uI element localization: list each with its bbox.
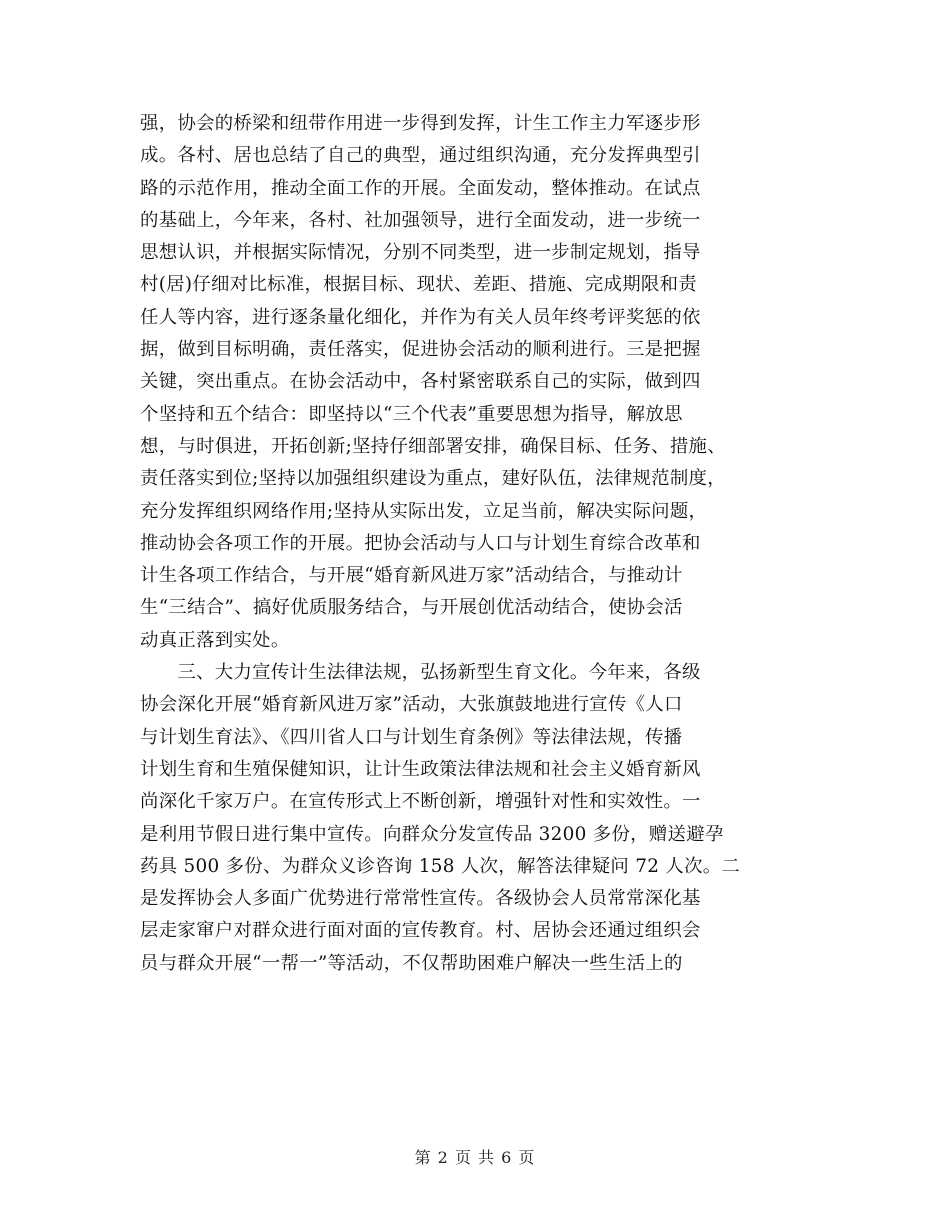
text-line: 是利用节假日进行集中宣传。向群众分发宣传品 3200 多份，赠送避孕 [140,823,724,845]
text-line: 是发挥协会人多面广优势进行常常性宣传。各级协会人员常常深化基 [140,888,701,910]
text-line: 任人等内容，进行逐条量化细化，并作为有关人员年终考评奖惩的依 [140,306,701,328]
text-line: 推动协会各项工作的开展。把协会活动与人口与计划生育综合改革和 [140,532,701,554]
text-line: 计生各项工作结合，与开展“婚育新风进万家”活动结合，与推动计 [140,565,683,587]
text-line: 层走家窜户对群众进行面对面的宣传教育。村、居协会还通过组织会 [140,920,701,942]
text-line: 尚深化千家万户。在宣传形式上不断创新，增强针对性和实效性。一 [140,791,701,813]
text-line: 个坚持和五个结合：即坚持以“三个代表”重要思想为指导，解放思 [140,403,683,425]
text-line: 村(居)仔细对比标准，根据目标、现状、差距、措施、完成期限和责 [140,274,697,296]
text-line: 想，与时俱进，开拓创新;坚持仔细部署安排，确保目标、任务、措施、 [140,435,726,457]
text-line: 计划生育和生殖保健知识，让计生政策法律法规和社会主义婚育新风 [140,758,701,780]
page-footer: 第 2 页 共 6 页 [414,1148,536,1167]
text-line: 据，做到目标明确，责任落实，促进协会活动的顺利进行。三是把握 [140,339,701,361]
text-line: 关键，突出重点。在协会活动中，各村紧密联系自己的实际，做到四 [140,371,701,393]
text-line: 的基础上，今年来，各村、社加强领导，进行全面发动，进一步统一 [140,209,701,231]
text-line: 动真正落到实处。 [140,629,290,651]
text-line: 生“三结合”、搞好优质服务结合，与开展创优活动结合，使协会活 [140,597,683,619]
text-line: 责任落实到位;坚持以加强组织建设为重点，建好队伍，法律规范制度， [140,468,726,490]
text-line: 充分发挥组织网络作用;坚持从实际出发，立足当前，解决实际问题， [140,500,708,522]
text-line: 思想认识，并根据实际情况，分别不同类型，进一步制定规划，指导 [140,242,701,264]
text-line: 协会深化开展“婚育新风进万家”活动，大张旗鼓地进行宣传《人口 [140,694,683,716]
text-line: 员与群众开展“一帮一”等活动，不仅帮助困难户解决一些生活上的 [140,952,683,974]
text-line: 路的示范作用，推动全面工作的开展。全面发动，整体推动。在试点 [140,177,701,199]
text-line: 药具 500 多份、为群众义诊咨询 158 人次，解答法律疑问 72 人次。二 [140,855,741,877]
body-text [140,108,830,980]
text-line: 三、大力宣传计生法律法规，弘扬新型生育文化。今年来，各级 [140,662,701,684]
text-line: 与计划生育法》、《四川省人口与计划生育条例》等法律法规，传播 [140,726,683,748]
text-line: 强，协会的桥梁和纽带作用进一步得到发挥，计生工作主力军逐步形 [140,113,701,134]
text-line: 成。各村、居也总结了自己的典型，通过组织沟通，充分发挥典型引 [140,145,701,167]
